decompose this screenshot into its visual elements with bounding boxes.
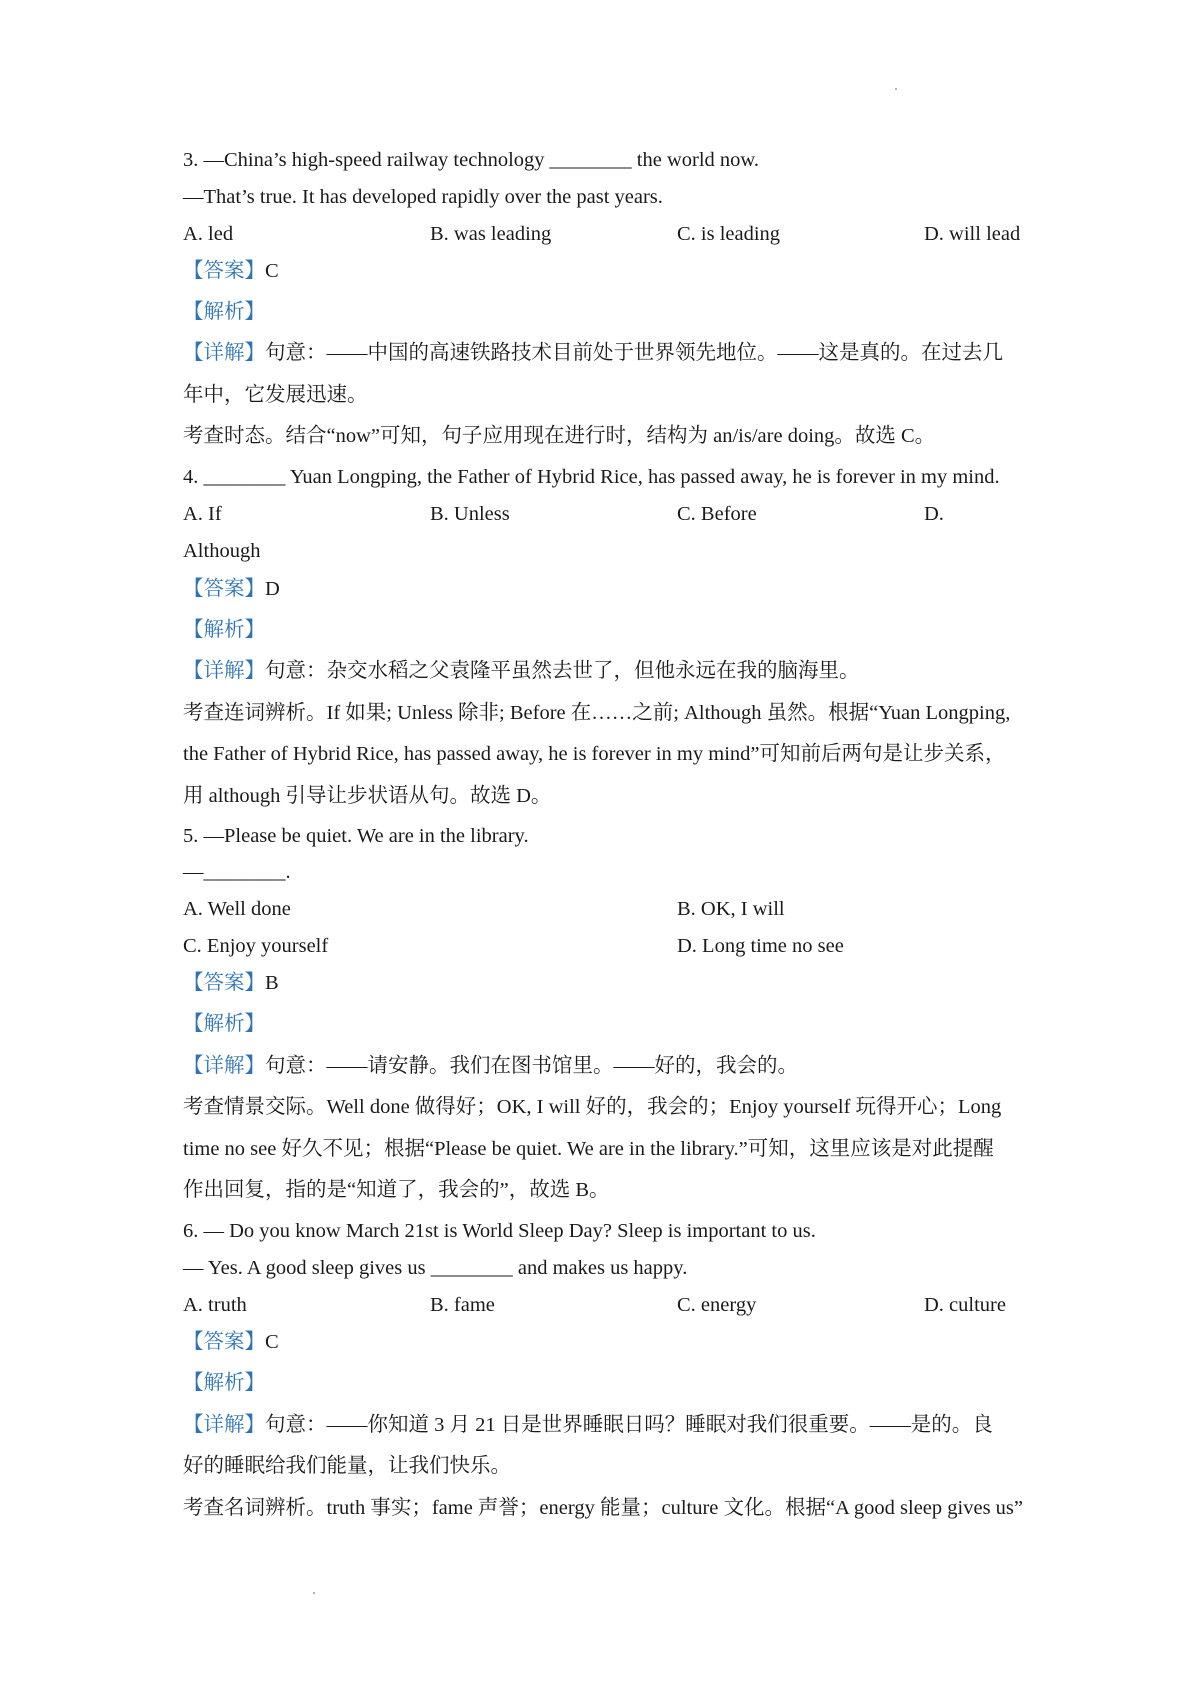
q4-stem-line-1: 4. ________ Yuan Longping, the Father of Hybrid Rice, has passed away, he is forever in my mind. xyxy=(183,466,1000,488)
q3-detail-line-2: 年中，它发展迅速。 xyxy=(183,384,368,406)
q3-analysis-tag: 【解析】 xyxy=(183,301,265,323)
q6-option-c: C. energy xyxy=(677,1294,757,1316)
answer-tag: 【答案】 xyxy=(183,260,265,282)
q3-option-c: C. is leading xyxy=(677,223,781,245)
q3-answer-value: C xyxy=(265,260,279,282)
q5-detail-line-4: 作出回复，指的是“知道了，我会的”，故选 B。 xyxy=(183,1179,610,1201)
q5-option-c: C. Enjoy yourself xyxy=(183,935,329,957)
q3-detail-line-3: 考查时态。结合“now”可知，句子应用现在进行时，结构为 an/is/are doing。故选 C。 xyxy=(183,425,936,447)
answer-tag: 【答案】 xyxy=(183,972,265,994)
q3-detail-text-1: 句意：——中国的高速铁路技术目前处于世界领先地位。——这是真的。在过去几 xyxy=(265,342,1003,364)
q4-detail-line-2: 考查连词辨析。If 如果; Unless 除非; Before 在……之前; Although 虽然。根据“Yuan Longping, xyxy=(183,702,1011,724)
scan-dot xyxy=(895,88,897,90)
q3-stem-line-1: 3. —China’s high-speed railway technology ________ the world now. xyxy=(183,149,759,171)
q4-detail-line-3: the Father of Hybrid Rice, has passed away, he is forever in my mind”可知前后两句是让步关系， xyxy=(183,743,1006,765)
q4-option-d: D. xyxy=(924,503,944,525)
q5-answer xyxy=(183,973,279,994)
q6-answer-value: C xyxy=(265,1331,279,1353)
q6-detail-line-2: 好的睡眠给我们能量，让我们快乐。 xyxy=(183,1455,511,1477)
q6-answer xyxy=(183,1332,279,1353)
q3-answer xyxy=(183,261,279,282)
detail-tag: 【详解】 xyxy=(183,660,265,682)
answer-tag: 【答案】 xyxy=(183,578,265,600)
q5-stem-line-2: —________. xyxy=(183,861,291,883)
q5-option-a: A. Well done xyxy=(183,898,291,920)
q3-option-d: D. will lead xyxy=(924,223,1021,245)
q4-option-d-continued: Although xyxy=(183,540,261,562)
detail-tag: 【详解】 xyxy=(183,342,265,364)
q6-detail-text-1: 句意：——你知道 3 月 21 日是世界睡眠日吗？睡眠对我们很重要。——是的。良 xyxy=(265,1414,993,1436)
q5-stem-line-1: 5. —Please be quiet. We are in the library. xyxy=(183,825,529,847)
q5-detail-line-1 xyxy=(183,1056,798,1077)
q3-stem-line-2: —That’s true. It has developed rapidly over the past years. xyxy=(183,186,663,208)
q6-option-b: B. fame xyxy=(430,1294,495,1316)
q6-analysis-tag: 【解析】 xyxy=(183,1372,265,1394)
q6-option-a: A. truth xyxy=(183,1294,247,1316)
q5-detail-line-2: 考查情景交际。Well done 做得好；OK, I will 好的，我会的；Enjoy yourself 玩得开心；Long xyxy=(183,1096,1002,1118)
q6-detail-line-1 xyxy=(183,1415,993,1436)
q3-detail-line-1 xyxy=(183,343,1003,364)
q5-answer-value: B xyxy=(265,972,279,994)
answer-tag: 【答案】 xyxy=(183,1331,265,1353)
q6-stem-line-2: — Yes. A good sleep gives us ________ and makes us happy. xyxy=(183,1257,688,1279)
q3-option-b: B. was leading xyxy=(430,223,552,245)
q6-stem-line-1: 6. — Do you know March 21st is World Sleep Day? Sleep is important to us. xyxy=(183,1220,816,1242)
scan-dot xyxy=(313,1592,315,1594)
q5-detail-text-1: 句意：——请安静。我们在图书馆里。——好的，我会的。 xyxy=(265,1055,798,1077)
q4-option-c: C. Before xyxy=(677,503,757,525)
q6-option-d: D. culture xyxy=(924,1294,1006,1316)
q3-option-a: A. led xyxy=(183,223,234,245)
q4-option-a: A. If xyxy=(183,503,222,525)
q4-detail-line-1 xyxy=(183,661,860,682)
q5-option-d: D. Long time no see xyxy=(677,935,844,957)
q4-answer-value: D xyxy=(265,578,280,600)
q6-detail-line-3: 考查名词辨析。truth 事实；fame 声誉；energy 能量；culture 文化。根据“A good sleep gives us” xyxy=(183,1497,1023,1519)
q5-option-b: B. OK, I will xyxy=(677,898,785,920)
q4-option-b: B. Unless xyxy=(430,503,510,525)
q4-detail-text-1: 句意：杂交水稻之父袁隆平虽然去世了，但他永远在我的脑海里。 xyxy=(265,660,860,682)
q4-answer xyxy=(183,579,280,600)
detail-tag: 【详解】 xyxy=(183,1055,265,1077)
q5-detail-line-3: time no see 好久不见；根据“Please be quiet. We are in the library.”可知，这里应该是对此提醒 xyxy=(183,1138,994,1160)
q4-analysis-tag: 【解析】 xyxy=(183,619,265,641)
detail-tag: 【详解】 xyxy=(183,1414,265,1436)
q5-analysis-tag: 【解析】 xyxy=(183,1013,265,1035)
q4-detail-line-4: 用 although 引导让步状语从句。故选 D。 xyxy=(183,785,552,807)
